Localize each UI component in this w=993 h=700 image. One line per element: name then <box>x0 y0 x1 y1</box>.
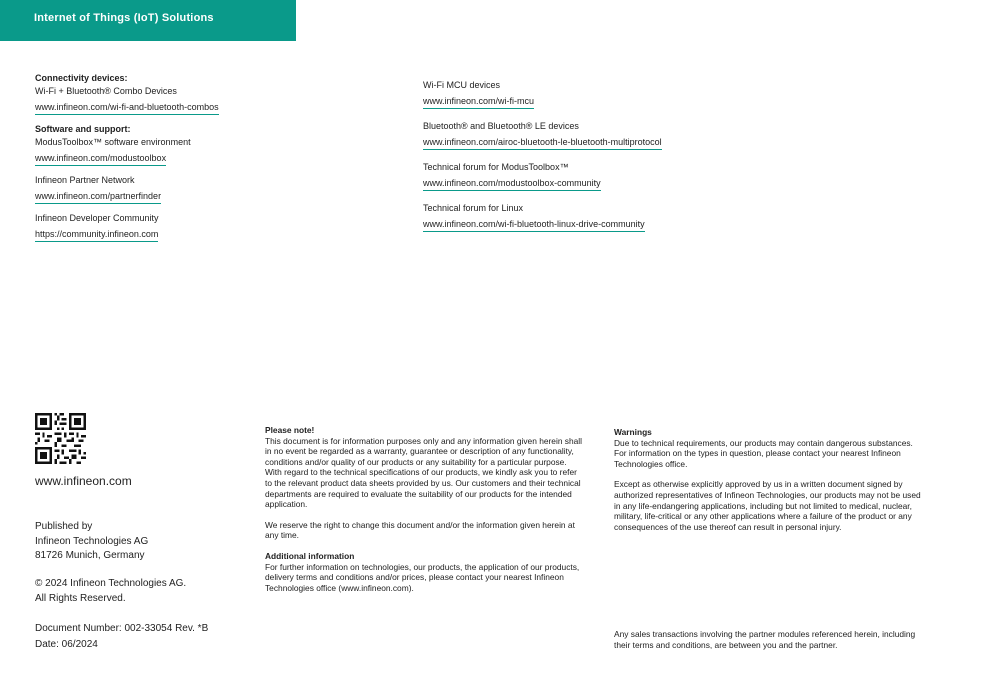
note-reserve: We reserve the right to change this document and/or the information given herein at any time. <box>265 519 575 541</box>
banner-title: Internet of Things (IoT) Solutions <box>34 12 214 24</box>
link-label: Technical forum for Linux <box>423 203 524 213</box>
header-banner <box>0 0 296 41</box>
link-item <box>423 162 753 191</box>
group-heading: Software and support: <box>35 124 131 134</box>
group-heading: Connectivity devices: <box>35 73 128 83</box>
warnings-section <box>614 427 924 650</box>
qr-code-icon <box>35 413 86 464</box>
link-url[interactable]: www.infineon.com/partnerfinder <box>35 191 161 204</box>
warnings-body: Due to technical requirements, our products may contain dangerous substances. For information on the types in question, please contact your nearest Infineon Technologies office. <box>614 437 913 469</box>
link-item <box>423 203 753 232</box>
link-url[interactable]: www.infineon.com/airoc-bluetooth-le-bluetooth-multiprotocol <box>423 137 662 150</box>
document-number: Document Number: 002-33054 Rev. *B <box>35 623 209 634</box>
link-item <box>35 213 295 242</box>
link-item <box>35 86 295 115</box>
links-right-column <box>423 80 753 244</box>
warnings-title: Warnings <box>614 427 652 437</box>
website-link[interactable]: www.infineon.com <box>35 474 132 488</box>
link-url[interactable]: www.infineon.com/wi-fi-and-bluetooth-combos <box>35 102 219 115</box>
note-title: Please note! <box>265 425 315 435</box>
copyright-text: © 2024 Infineon Technologies AG. <box>35 578 187 589</box>
link-url[interactable]: https://community.infineon.com <box>35 229 158 242</box>
link-label: Bluetooth® and Bluetooth® LE devices <box>423 121 579 131</box>
link-label: Infineon Developer Community <box>35 213 159 223</box>
link-url[interactable]: www.infineon.com/modustoolbox-community <box>423 178 601 191</box>
rights-text: All Rights Reserved. <box>35 592 126 604</box>
warnings-sales: Any sales transactions involving the partner modules referenced herein, including their terms and conditions, are between you and the partner. <box>614 629 916 650</box>
document-date: Date: 06/2024 <box>35 639 98 650</box>
note-body: This document is for information purposes only and any information given herein shall in no event be regarded as a warranty, guarantee or description of any functionality, conditions and/or quality of our products or any suitability for a particular purpose. With regard to the technical specifications of our products, we kindly ask you to refer to the relevant product data sheets provided by us. Our customers and their technical departments are required to evaluate the suitability of our products for the intended application. <box>265 435 583 510</box>
link-label: ModusToolbox™ software environment <box>35 137 191 147</box>
published-by-label: Published by <box>35 521 93 532</box>
company-name: Infineon Technologies AG <box>35 535 149 547</box>
publisher-block <box>35 520 148 564</box>
link-label: Wi-Fi + Bluetooth® Combo Devices <box>35 86 177 96</box>
link-item <box>423 121 753 150</box>
group-connectivity <box>35 73 295 115</box>
link-label: Infineon Partner Network <box>35 175 135 185</box>
please-note-section <box>265 425 585 603</box>
link-url[interactable]: www.infineon.com/modustoolbox <box>35 153 166 166</box>
link-label: Technical forum for ModusToolbox™ <box>423 162 569 172</box>
copyright-block <box>35 577 186 606</box>
additional-info-title: Additional information <box>265 550 355 561</box>
company-address: 81726 Munich, Germany <box>35 550 145 561</box>
additional-info-body: For further information on technologies, our products, the application of our products, delivery terms and conditions and/or prices, please contact your nearest Infineon Technologies office (www.infineon.com). <box>265 561 580 593</box>
link-item <box>35 137 295 166</box>
links-left-column <box>35 73 295 251</box>
link-url[interactable]: www.infineon.com/wi-fi-mcu <box>423 96 534 109</box>
group-software-support <box>35 124 295 242</box>
link-item <box>423 80 753 109</box>
document-info <box>35 621 208 653</box>
link-url[interactable]: www.infineon.com/wi-fi-bluetooth-linux-drive-community <box>423 219 645 232</box>
link-label: Wi-Fi MCU devices <box>423 80 501 90</box>
link-item <box>35 175 295 204</box>
warnings-approval: Except as otherwise explicitly approved by us in a written document signed by authorized representatives of Infineon Technologies, our products may not be used in any life-endangering applications, including but not limited to medical, nuclear, military, life-critical or any other applications where a failure of the product or any consequences of the use thereof can result in personal injury. <box>614 479 921 532</box>
